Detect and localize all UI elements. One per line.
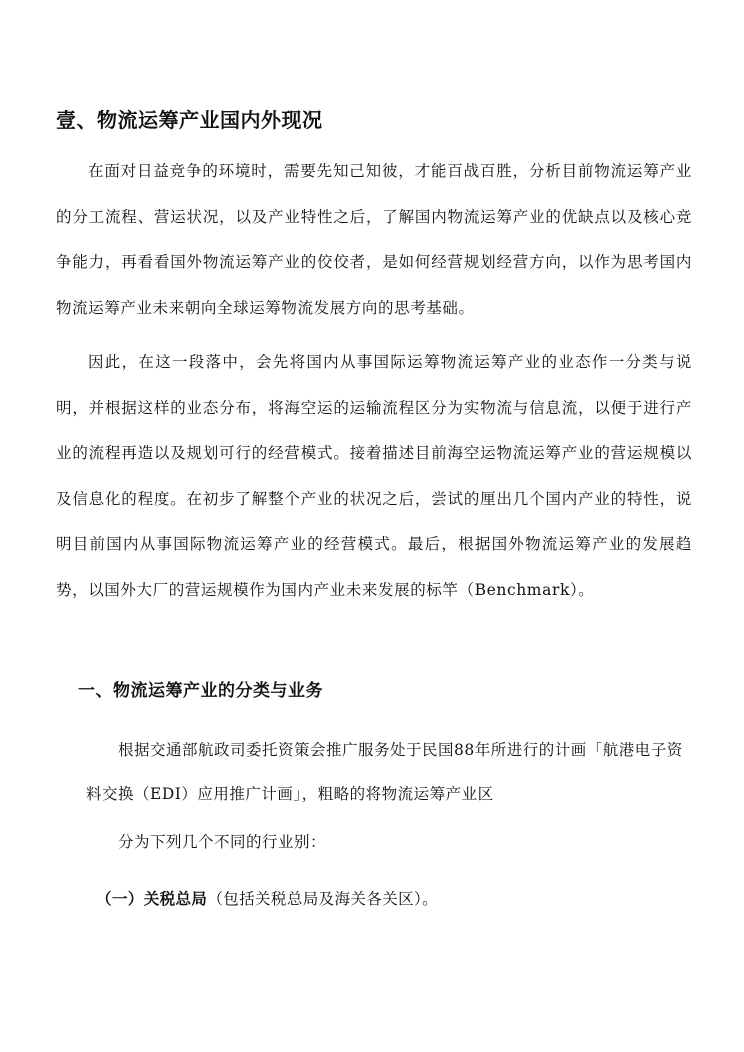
section-title: 壹、物流运筹产业国内外现况: [56, 108, 323, 132]
intro-paragraph: 在面对日益竞争的环境时，需要先知己知彼，才能百战百胜，分析目前物流运筹产业的分工流程、营运状况，以及产业特性之后，了解国内物流运筹产业的优缺点以及核心竞争能力，再看看国外物流运筹产业的佼佼者，是如何经营规划经营方向，以作为思考国内物流运筹产业未来朝向全球运筹物流发展方向的思考基础。: [56, 162, 692, 317]
classification-paragraph: 根据交通部航政司委托资策会推广服务处于民国88年所进行的计画「航港电子资料交换（EDI）应用推广计画」，粗略的将物流运筹产业区: [86, 741, 683, 803]
list-item-label: （一）关税总局: [96, 890, 208, 908]
list-item-customs: [96, 887, 438, 909]
subsection-title: 一、物流运筹产业的分类与业务: [78, 681, 323, 701]
classification-paragraph-continued: 分为下列几个不同的行业别：: [118, 833, 327, 851]
overview-paragraph: 因此，在这一段落中，会先将国内从事国际运筹物流运筹产业的业态作一分类与说明，并根据这样的业态分布，将海空运的运输流程区分为实物流与信息流，以便于进行产业的流程再造以及规划可行的经营模式。接着描述目前海空运物流运筹产业的营运规模以及信息化的程度。在初步了解整个产业的状况之后，尝试的厘出几个国内产业的特性，说明目前国内从事国际物流运筹产业的经营模式。最后，根据国外物流运筹产业的发展趋势，以国外大厂的营运规模作为国内产业未来发展的标竿（Benchmark）。: [56, 353, 692, 599]
list-item-description: （包括关税总局及海关各关区）。: [207, 890, 439, 908]
